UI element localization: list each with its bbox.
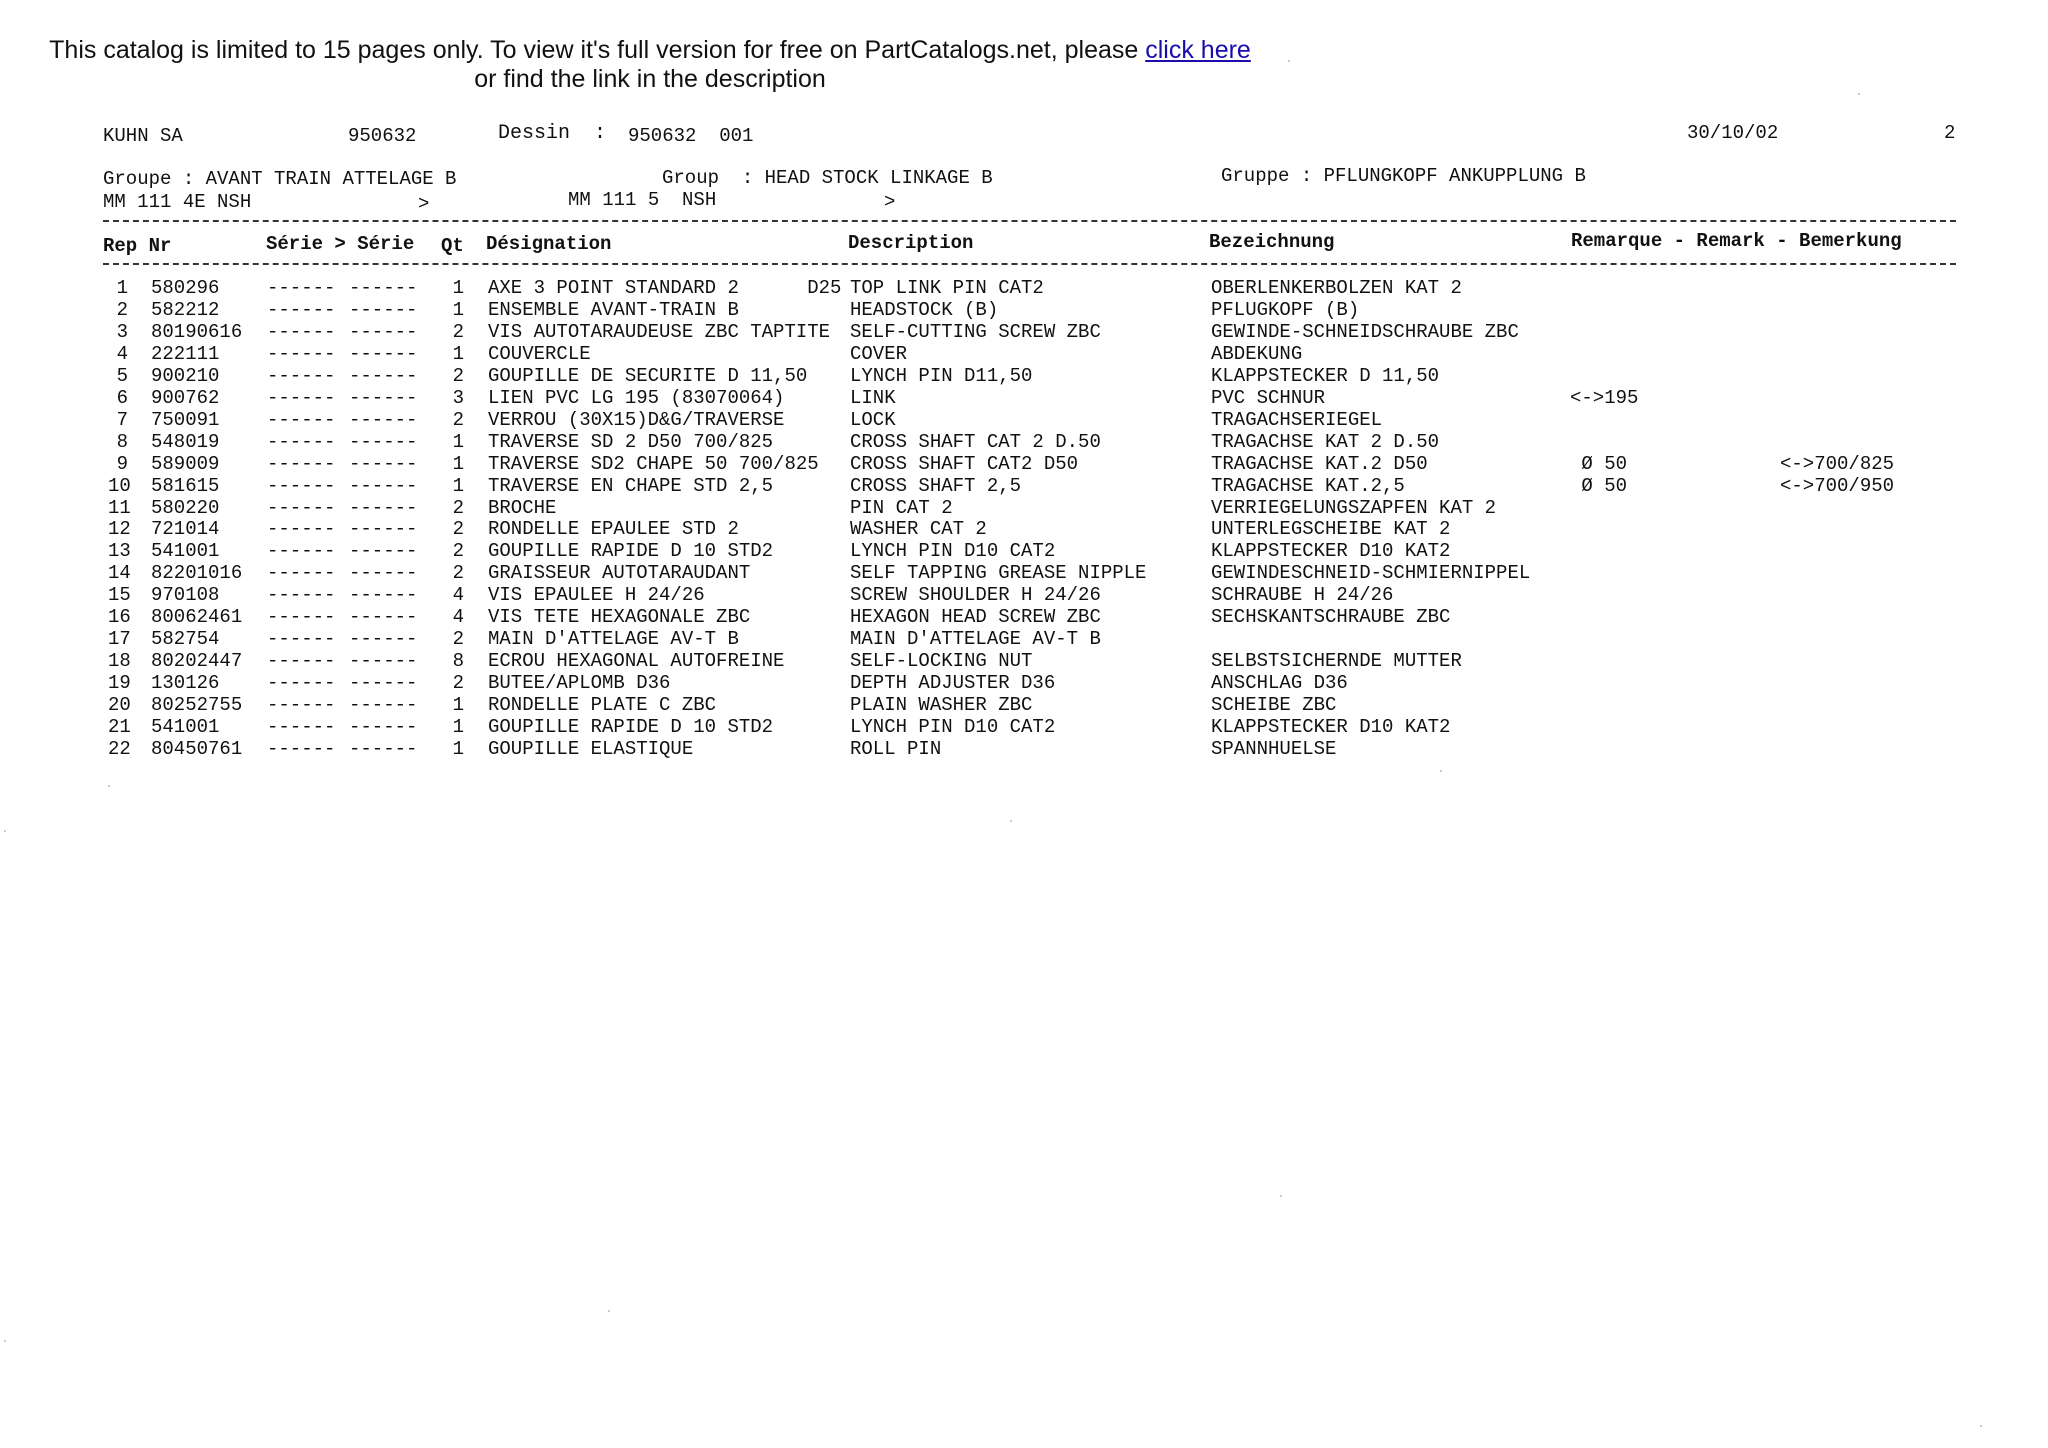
row-part-number: 130126 <box>151 672 220 695</box>
row-description: CROSS SHAFT CAT2 D50 <box>850 452 1079 475</box>
row-description: CROSS SHAFT 2,5 <box>850 474 1022 497</box>
row-quantity: 2 <box>452 562 464 585</box>
table-row <box>0 321 2048 343</box>
company-name: KUHN SA <box>103 125 183 147</box>
row-quantity: 1 <box>452 277 464 299</box>
row-serie-from: ------ <box>267 628 336 651</box>
row-designation: COUVERCLE <box>488 342 591 365</box>
row-serie-from: ------ <box>267 540 336 563</box>
row-designation: ECROU HEXAGONAL AUTOFREINE <box>488 650 785 673</box>
table-row <box>0 518 2048 540</box>
row-quantity: 1 <box>452 430 464 453</box>
row-part-number: 582212 <box>151 298 220 321</box>
row-designation: GOUPILLE RAPIDE D 10 STD2 <box>488 540 774 563</box>
row-description: CROSS SHAFT CAT 2 D.50 <box>850 430 1101 453</box>
row-serie-to: ------ <box>349 672 418 695</box>
row-designation: ENSEMBLE AVANT-TRAIN B <box>488 298 739 321</box>
row-quantity: 2 <box>452 628 464 651</box>
row-description: MAIN D'ATTELAGE AV-T B <box>850 628 1101 651</box>
row-bezeichnung: PVC SCHNUR <box>1211 386 1326 409</box>
col-rep-nr: Rep Nr <box>103 235 172 257</box>
scan-speck <box>1440 770 1442 772</box>
row-part-number: 80190616 <box>151 320 243 343</box>
row-designation: BUTEE/APLOMB D36 <box>488 672 671 695</box>
row-rep: 11 <box>108 496 131 519</box>
row-part-number: 582754 <box>151 628 220 651</box>
row-serie-from: ------ <box>267 562 336 585</box>
row-designation: TRAVERSE EN CHAPE STD 2,5 <box>488 474 774 497</box>
row-serie-from: ------ <box>267 737 336 760</box>
row-part-number: 580220 <box>151 496 220 519</box>
row-serie-to: ------ <box>349 452 418 475</box>
row-serie-from: ------ <box>267 716 336 738</box>
group-de: Gruppe : PFLUNGKOPF ANKUPPLUNG B <box>1221 165 1586 187</box>
row-serie-from: ------ <box>267 518 336 541</box>
row-bezeichnung: TRAGACHSE KAT.2,5 <box>1211 474 1405 497</box>
row-rep: 18 <box>108 650 131 673</box>
row-part-number: 581615 <box>151 474 220 497</box>
row-rep: 6 <box>116 386 128 409</box>
row-bezeichnung: SCHRAUBE H 24/26 <box>1211 584 1394 607</box>
scan-speck <box>1980 1425 1982 1427</box>
table-row <box>0 672 2048 694</box>
row-remark-1: <->195 <box>1570 386 1639 409</box>
row-rep: 5 <box>116 364 128 387</box>
row-remark-1: Ø 50 <box>1570 452 1628 475</box>
notice-text: This catalog is limited to 15 pages only. To view it's full version for free on PartCatalogs.net, please <box>49 36 1146 64</box>
row-quantity: 4 <box>452 606 464 629</box>
row-remark-2: <->700/950 <box>1780 474 1895 497</box>
row-quantity: 2 <box>452 364 464 387</box>
row-serie-to: ------ <box>349 518 418 541</box>
row-bezeichnung: VERRIEGELUNGSZAPFEN KAT 2 <box>1211 496 1497 519</box>
divider-top <box>103 220 1956 222</box>
row-rep: 3 <box>116 320 128 343</box>
scan-speck <box>608 1310 610 1312</box>
col-description: Description <box>848 232 974 254</box>
table-row <box>0 497 2048 519</box>
row-quantity: 1 <box>452 474 464 497</box>
group-fr: Groupe : AVANT TRAIN ATTELAGE B <box>103 168 457 190</box>
table-row <box>0 277 2048 299</box>
row-bezeichnung: ANSCHLAG D36 <box>1211 672 1348 695</box>
row-quantity: 2 <box>452 672 464 695</box>
click-here-link[interactable]: click here <box>1145 36 1251 64</box>
table-row <box>0 453 2048 475</box>
row-bezeichnung: ABDEKUNG <box>1211 342 1303 365</box>
row-rep: 16 <box>108 606 131 629</box>
row-description: SELF-CUTTING SCREW ZBC <box>850 320 1101 343</box>
scan-speck <box>4 1340 6 1342</box>
row-designation: LIEN PVC LG 195 (83070064) <box>488 386 785 409</box>
scan-speck <box>108 785 110 787</box>
row-bezeichnung: KLAPPSTECKER D 11,50 <box>1211 364 1440 387</box>
table-row <box>0 299 2048 321</box>
row-part-number: 82201016 <box>151 562 243 585</box>
row-bezeichnung: UNTERLEGSCHEIBE KAT 2 <box>1211 518 1451 541</box>
table-row <box>0 738 2048 760</box>
row-description: SELF-LOCKING NUT <box>850 650 1033 673</box>
row-description: HEXAGON HEAD SCREW ZBC <box>850 606 1101 629</box>
row-serie-to: ------ <box>349 650 418 673</box>
col-qt: Qt <box>441 235 464 257</box>
row-description: LOCK <box>850 408 896 431</box>
row-quantity: 1 <box>452 694 464 717</box>
row-bezeichnung: TRAGACHSE KAT 2 D.50 <box>1211 430 1440 453</box>
row-serie-to: ------ <box>349 540 418 563</box>
table-row <box>0 716 2048 738</box>
row-quantity: 2 <box>452 496 464 519</box>
row-serie-from: ------ <box>267 277 336 299</box>
row-designation: GOUPILLE RAPIDE D 10 STD2 <box>488 716 774 738</box>
table-row <box>0 540 2048 562</box>
col-serie: Série > Série <box>266 233 415 255</box>
scan-speck <box>1280 1195 1282 1197</box>
row-serie-to: ------ <box>349 584 418 607</box>
row-bezeichnung: OBERLENKERBOLZEN KAT 2 <box>1211 277 1462 299</box>
row-serie-from: ------ <box>267 298 336 321</box>
row-rep: 10 <box>108 474 131 497</box>
row-part-number: 80252755 <box>151 694 243 717</box>
table-row <box>0 606 2048 628</box>
model-fr-arrow: > <box>418 193 430 215</box>
row-description: LYNCH PIN D10 CAT2 <box>850 716 1056 738</box>
row-serie-from: ------ <box>267 606 336 629</box>
row-serie-from: ------ <box>267 650 336 673</box>
row-quantity: 1 <box>452 716 464 738</box>
notice-line-1 <box>0 36 1300 65</box>
row-part-number: 80450761 <box>151 737 243 760</box>
scan-speck <box>1010 820 1012 822</box>
row-serie-to: ------ <box>349 342 418 365</box>
row-rep: 15 <box>108 584 131 607</box>
row-rep: 19 <box>108 672 131 695</box>
row-quantity: 2 <box>452 320 464 343</box>
row-serie-to: ------ <box>349 277 418 299</box>
row-rep: 1 <box>116 277 128 299</box>
row-designation: VIS EPAULEE H 24/26 <box>488 584 705 607</box>
row-quantity: 8 <box>452 650 464 673</box>
page-number: 2 <box>1944 122 1956 144</box>
col-bezeichnung: Bezeichnung <box>1209 231 1335 253</box>
row-serie-from: ------ <box>267 584 336 607</box>
row-serie-from: ------ <box>267 474 336 497</box>
row-description: LINK <box>850 386 896 409</box>
row-part-number: 721014 <box>151 518 220 541</box>
row-serie-from: ------ <box>267 386 336 409</box>
model-en: MM 111 5 NSH <box>568 189 717 211</box>
row-rep: 21 <box>108 716 131 738</box>
model-en-arrow: > <box>884 191 896 213</box>
scan-speck <box>1288 60 1290 62</box>
row-description: LYNCH PIN D11,50 <box>850 364 1033 387</box>
row-description: LYNCH PIN D10 CAT2 <box>850 540 1056 563</box>
row-rep: 9 <box>116 452 128 475</box>
row-bezeichnung: GEWINDESCHNEID-SCHMIERNIPPEL <box>1211 562 1531 585</box>
col-designation: Désignation <box>486 233 612 255</box>
row-rep: 17 <box>108 628 131 651</box>
row-serie-to: ------ <box>349 298 418 321</box>
row-serie-to: ------ <box>349 628 418 651</box>
row-serie-from: ------ <box>267 672 336 695</box>
row-serie-from: ------ <box>267 342 336 365</box>
row-serie-to: ------ <box>349 408 418 431</box>
row-bezeichnung: SCHEIBE ZBC <box>1211 694 1337 717</box>
row-rep: 22 <box>108 737 131 760</box>
row-description: WASHER CAT 2 <box>850 518 987 541</box>
catalog-limit-notice <box>0 36 1300 94</box>
row-serie-to: ------ <box>349 430 418 453</box>
table-row <box>0 343 2048 365</box>
row-remark-1: Ø 50 <box>1570 474 1628 497</box>
row-serie-to: ------ <box>349 694 418 717</box>
row-bezeichnung: SELBSTSICHERNDE MUTTER <box>1211 650 1462 673</box>
row-description: HEADSTOCK (B) <box>850 298 999 321</box>
row-description: TOP LINK PIN CAT2 <box>850 277 1044 299</box>
row-serie-to: ------ <box>349 716 418 738</box>
row-serie-to: ------ <box>349 364 418 387</box>
row-designation: GOUPILLE DE SECURITE D 11,50 <box>488 364 808 387</box>
row-description: SCREW SHOULDER H 24/26 <box>850 584 1101 607</box>
row-part-number: 80062461 <box>151 606 243 629</box>
table-row <box>0 409 2048 431</box>
row-designation: RONDELLE PLATE C ZBC <box>488 694 717 717</box>
row-part-number: 580296 <box>151 277 220 299</box>
row-description: SELF TAPPING GREASE NIPPLE <box>850 562 1147 585</box>
row-serie-from: ------ <box>267 496 336 519</box>
print-date: 30/10/02 <box>1687 122 1779 144</box>
row-bezeichnung: PFLUGKOPF (B) <box>1211 298 1360 321</box>
row-designation: VIS TETE HEXAGONALE ZBC <box>488 606 751 629</box>
row-designation: TRAVERSE SD2 CHAPE 50 700/825 <box>488 452 819 475</box>
row-designation: GOUPILLE ELASTIQUE <box>488 737 694 760</box>
divider-header <box>103 263 1956 265</box>
row-rep: 7 <box>116 408 128 431</box>
row-serie-to: ------ <box>349 606 418 629</box>
table-row <box>0 365 2048 387</box>
row-quantity: 1 <box>452 737 464 760</box>
row-serie-to: ------ <box>349 562 418 585</box>
row-part-number: 970108 <box>151 584 220 607</box>
row-serie-from: ------ <box>267 320 336 343</box>
row-serie-to: ------ <box>349 386 418 409</box>
table-row <box>0 562 2048 584</box>
row-part-number: 589009 <box>151 452 220 475</box>
row-quantity: 2 <box>452 518 464 541</box>
table-row <box>0 650 2048 672</box>
row-designation: VERROU (30X15)D&G/TRAVERSE <box>488 408 785 431</box>
scan-speck <box>4 830 6 832</box>
table-row <box>0 431 2048 453</box>
row-part-number: 548019 <box>151 430 220 453</box>
row-serie-to: ------ <box>349 474 418 497</box>
row-quantity: 1 <box>452 298 464 321</box>
table-row <box>0 584 2048 606</box>
row-part-number: 900210 <box>151 364 220 387</box>
row-part-number: 541001 <box>151 540 220 563</box>
row-rep: 4 <box>116 342 128 365</box>
row-description: ROLL PIN <box>850 737 942 760</box>
row-bezeichnung: SECHSKANTSCHRAUBE ZBC <box>1211 606 1451 629</box>
row-designation: MAIN D'ATTELAGE AV-T B <box>488 628 739 651</box>
row-part-number: 750091 <box>151 408 220 431</box>
row-description: COVER <box>850 342 908 365</box>
row-rep: 12 <box>108 518 131 541</box>
row-quantity: 2 <box>452 408 464 431</box>
row-description: PIN CAT 2 <box>850 496 953 519</box>
row-designation: VIS AUTOTARAUDEUSE ZBC TAPTITE <box>488 320 831 343</box>
row-description: PLAIN WASHER ZBC <box>850 694 1033 717</box>
row-rep: 2 <box>116 298 128 321</box>
row-rep: 8 <box>116 430 128 453</box>
row-remark-2: <->700/825 <box>1780 452 1895 475</box>
dessin-value: 950632 001 <box>628 125 754 147</box>
row-bezeichnung: GEWINDE-SCHNEIDSCHRAUBE ZBC <box>1211 320 1519 343</box>
row-designation: GRAISSEUR AUTOTARAUDANT <box>488 562 751 585</box>
row-designation: BROCHE <box>488 496 557 519</box>
dessin-label: Dessin : <box>498 122 607 145</box>
row-quantity: 1 <box>452 342 464 365</box>
row-rep: 13 <box>108 540 131 563</box>
row-serie-to: ------ <box>349 496 418 519</box>
row-bezeichnung: TRAGACHSERIEGEL <box>1211 408 1383 431</box>
row-rep: 20 <box>108 694 131 717</box>
col-remark: Remarque - Remark - Bemerkung <box>1571 230 1902 252</box>
row-serie-to: ------ <box>349 737 418 760</box>
row-quantity: 2 <box>452 540 464 563</box>
row-bezeichnung: KLAPPSTECKER D10 KAT2 <box>1211 716 1451 738</box>
row-serie-to: ------ <box>349 320 418 343</box>
drawing-code: 950632 <box>348 125 417 147</box>
table-row <box>0 628 2048 650</box>
group-en: Group : HEAD STOCK LINKAGE B <box>662 167 993 189</box>
row-designation: AXE 3 POINT STANDARD 2 D25 <box>488 277 842 299</box>
row-serie-from: ------ <box>267 694 336 717</box>
row-serie-from: ------ <box>267 430 336 453</box>
row-part-number: 222111 <box>151 342 220 365</box>
row-quantity: 3 <box>452 386 464 409</box>
row-description: DEPTH ADJUSTER D36 <box>850 672 1056 695</box>
row-bezeichnung: KLAPPSTECKER D10 KAT2 <box>1211 540 1451 563</box>
row-quantity: 1 <box>452 452 464 475</box>
table-row <box>0 475 2048 497</box>
row-designation: TRAVERSE SD 2 D50 700/825 <box>488 430 774 453</box>
row-part-number: 80202447 <box>151 650 243 673</box>
row-part-number: 900762 <box>151 386 220 409</box>
row-serie-from: ------ <box>267 452 336 475</box>
notice-line-2: or find the link in the description <box>474 65 826 93</box>
row-designation: RONDELLE EPAULEE STD 2 <box>488 518 739 541</box>
table-row <box>0 694 2048 716</box>
row-part-number: 541001 <box>151 716 220 738</box>
scan-speck <box>1858 93 1860 95</box>
model-fr: MM 111 4E NSH <box>103 191 252 213</box>
row-quantity: 4 <box>452 584 464 607</box>
row-bezeichnung: SPANNHUELSE <box>1211 737 1337 760</box>
row-rep: 14 <box>108 562 131 585</box>
row-serie-from: ------ <box>267 408 336 431</box>
table-row <box>0 387 2048 409</box>
row-serie-from: ------ <box>267 364 336 387</box>
row-bezeichnung: TRAGACHSE KAT.2 D50 <box>1211 452 1428 475</box>
